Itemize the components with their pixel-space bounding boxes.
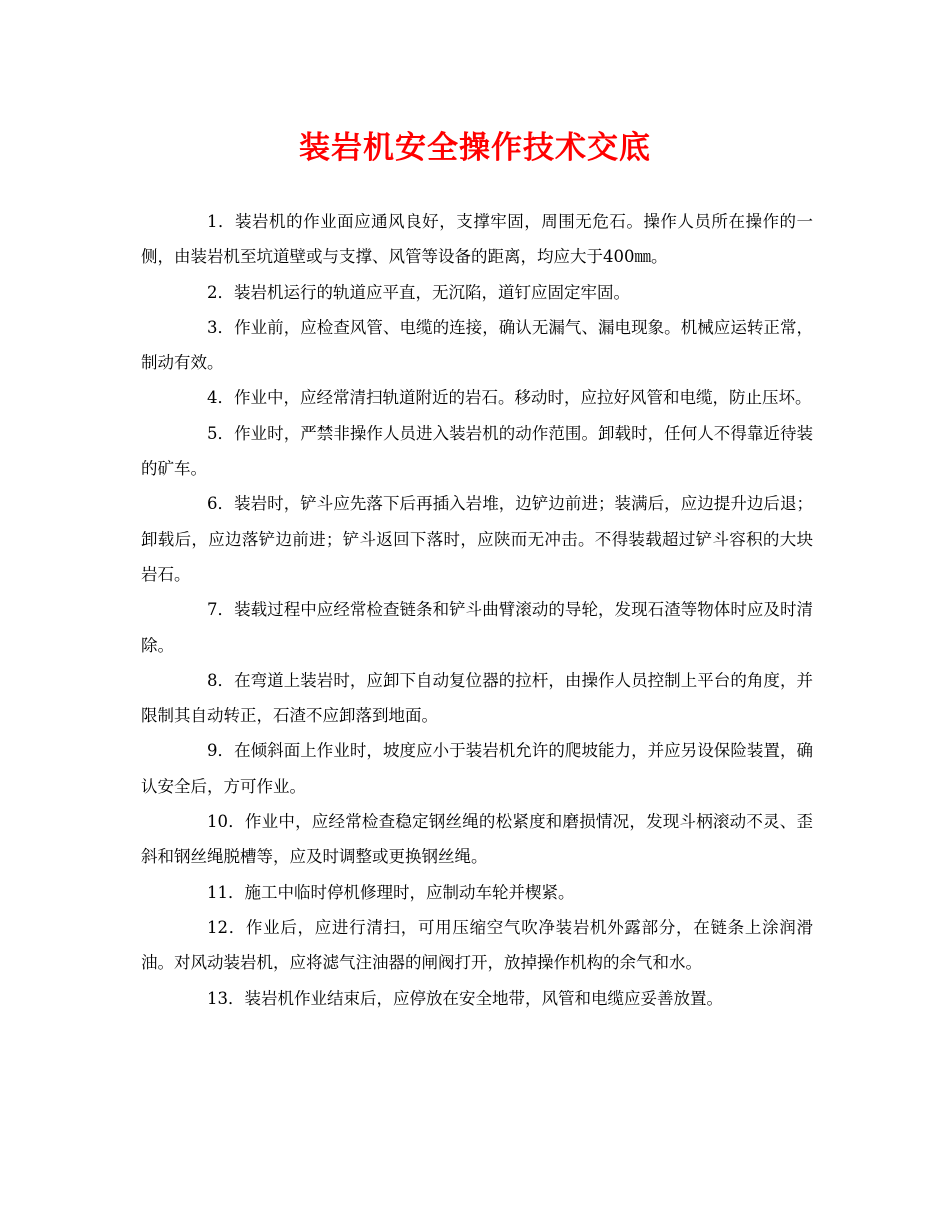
paragraph-6: 6．装岩时，铲斗应先落下后再插入岩堆，边铲边前进；装满后，应边提升边后退；卸载后，应边落铲边前进；铲斗返回下落时，应陕而无冲击。不得装载超过铲斗容积的大块岩石。 (141, 494, 813, 584)
paragraph-13: 13．装岩机作业结束后，应停放在安全地带，风管和电缆应妥善放置。 (207, 988, 723, 1008)
paragraph-12: 12．作业后，应进行清扫，可用压缩空气吹净装岩机外露部分，在链条上涂润滑油。对风动装岩机，应将滤气注油器的闸阀打开，放掉操作机构的余气和水。 (141, 917, 813, 973)
paragraph-5: 5．作业时，严禁非操作人员进入装岩机的动作范围。卸载时，任何人不得靠近待装的矿车。 (141, 423, 813, 479)
paragraph-11: 11．施工中临时停机修理时，应制动车轮并楔紧。 (207, 882, 575, 902)
paragraph-3: 3．作业前，应检查风管、电缆的连接，确认无漏气、漏电现象。机械应运转正常，制动有效。 (141, 317, 813, 373)
document-title: 装岩机安全操作技术交底 (299, 130, 651, 166)
paragraph-9: 9．在倾斜面上作业时，坡度应小于装岩机允许的爬坡能力，并应另设保险装置，确认安全后，方可作业。 (141, 741, 813, 796)
paragraph-10: 10．作业中，应经常检查稳定钢丝绳的松紧度和磨损情况，发现斗柄滚动不灵、歪斜和钢丝绳脱槽等，应及时调整或更换钢丝绳。 (141, 812, 813, 867)
paragraph-8: 8．在弯道上装岩时，应卸下自动复位器的拉杆，由操作人员控制上平台的角度，并限制其自动转正，石渣不应卸落到地面。 (141, 670, 813, 726)
paragraph-1: 1．装岩机的作业面应通风良好，支撑牢固，周围无危石。操作人员所在操作的一侧，由装岩机至坑道壁或与支撑、风管等设备的距离，均应大于400㎜。 (141, 212, 813, 267)
paragraph-7: 7．装载过程中应经常检查链条和铲斗曲臂滚动的导轮，发现石渣等物体时应及时清除。 (141, 600, 813, 655)
paragraph-2: 2．装岩机运行的轨道应平直，无沉陷，道钉应固定牢固。 (207, 282, 630, 302)
document-body (141, 204, 813, 1016)
paragraph-4: 4．作业中，应经常清扫轨道附近的岩石。移动时，应拉好风管和电缆，防止压坏。 (207, 388, 812, 408)
